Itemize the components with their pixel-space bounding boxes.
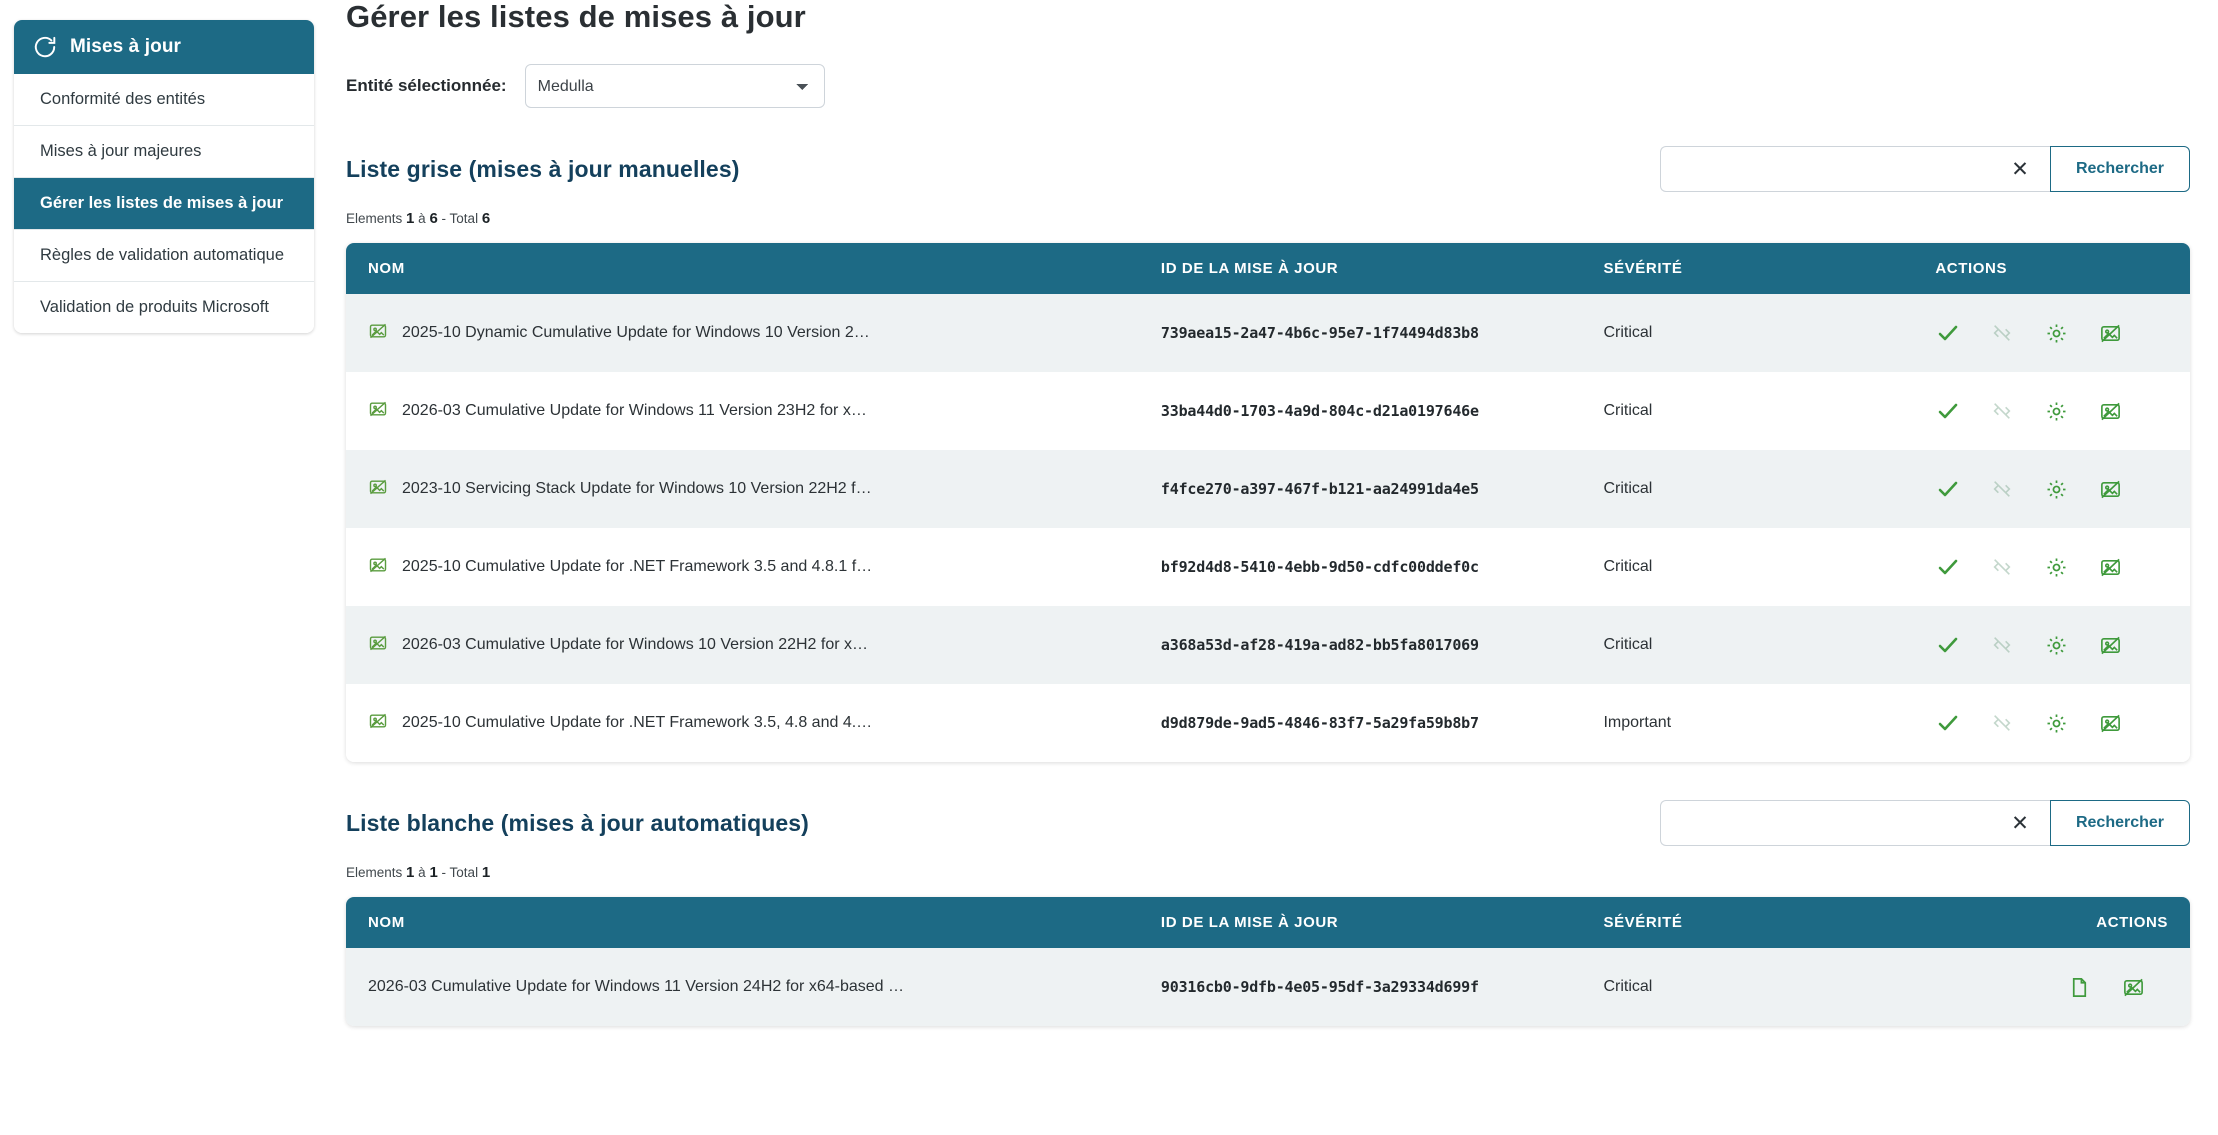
no-image-icon[interactable] <box>2097 554 2123 580</box>
row-name: 2026-03 Cumulative Update for Windows 11 Version 24H2 for x64-based … <box>368 978 904 995</box>
white-list-search-button[interactable]: Rechercher <box>2050 800 2190 846</box>
gear-icon[interactable] <box>2043 476 2069 502</box>
close-icon: ✕ <box>2011 811 2029 835</box>
grey-col-nom: NOM <box>346 243 1139 294</box>
grey-list-count-to: 6 <box>429 210 438 227</box>
no-image-icon[interactable] <box>2120 974 2146 1000</box>
grey-list-count-total: 6 <box>481 210 491 227</box>
row-name-cell <box>346 294 1139 372</box>
check-icon[interactable] <box>1935 554 1961 580</box>
row-actions <box>1913 294 2190 372</box>
row-severity: Critical <box>1603 402 1653 419</box>
sidebar-item-validation-produits-microsoft[interactable]: Validation de produits Microsoft <box>14 282 314 333</box>
no-image-icon <box>368 711 388 736</box>
sidebar <box>14 20 314 333</box>
grey-list-thead <box>346 243 2190 294</box>
no-image-icon[interactable] <box>2097 632 2123 658</box>
row-name: 2026-03 Cumulative Update for Windows 10 Version 22H2 for x… <box>402 636 869 653</box>
grey-list-search-input[interactable] <box>1660 146 1990 192</box>
row-name: 2025-10 Dynamic Cumulative Update for Windows 10 Version 2… <box>402 324 870 341</box>
no-image-icon <box>368 399 388 424</box>
row-update-id: d9d879de-9ad5-4846-83f7-5a29fa59b8b7 <box>1160 714 1479 732</box>
grey-list-table <box>346 243 2190 762</box>
row-severity: Critical <box>1603 558 1653 575</box>
white-list-count-total: 1 <box>481 864 491 881</box>
row-actions <box>1913 372 2190 450</box>
gear-icon[interactable] <box>2043 320 2069 346</box>
sidebar-item-regles-de-validation[interactable]: Règles de validation automatique <box>14 230 314 282</box>
row-name-cell <box>346 450 1139 528</box>
broken-link-icon <box>1989 632 2015 658</box>
no-image-icon[interactable] <box>2097 476 2123 502</box>
grey-list-header <box>346 146 2190 192</box>
sidebar-item-mises-a-jour-majeures[interactable]: Mises à jour majeures <box>14 126 314 178</box>
row-update-id: bf92d4d8-5410-4ebb-9d50-cdfc00ddef0c <box>1160 558 1479 576</box>
white-list-tbody <box>346 948 2190 1026</box>
row-update-id: f4fce270-a397-467f-b121-aa24991da4e5 <box>1160 480 1479 498</box>
table-header-row <box>346 897 2190 948</box>
white-list-title: Liste blanche (mises à jour automatiques) <box>346 809 809 836</box>
white-col-nom: NOM <box>346 897 1139 948</box>
grey-list-tbody <box>346 294 2190 762</box>
grey-list-count-from: 1 <box>406 210 415 227</box>
row-name: 2023-10 Servicing Stack Update for Windows 10 Version 22H2 f… <box>402 480 872 497</box>
row-name: 2025-10 Cumulative Update for .NET Framework 3.5, 4.8 and 4.… <box>402 714 873 731</box>
broken-link-icon <box>1989 710 2015 736</box>
row-update-id: 33ba44d0-1703-4a9d-804c-d21a0197646e <box>1160 402 1479 420</box>
sidebar-item-conformite-des-entites[interactable]: Conformité des entités <box>14 74 314 126</box>
gear-icon[interactable] <box>2043 710 2069 736</box>
table-row[interactable] <box>346 606 2190 684</box>
row-name-cell <box>346 948 1139 1026</box>
row-severity: Important <box>1603 714 1672 731</box>
row-actions <box>1913 606 2190 684</box>
table-row[interactable] <box>346 948 2190 1026</box>
grey-list-count <box>346 210 2190 227</box>
gear-icon[interactable] <box>2043 554 2069 580</box>
white-list-count-sep: à <box>418 865 426 880</box>
no-image-icon[interactable] <box>2097 398 2123 424</box>
check-icon[interactable] <box>1935 632 1961 658</box>
row-severity: Critical <box>1603 636 1653 653</box>
grey-col-actions: ACTIONS <box>1913 243 2190 294</box>
white-list-table-card <box>346 897 2190 1026</box>
white-list-count-from: 1 <box>406 864 415 881</box>
row-name-cell <box>346 372 1139 450</box>
no-image-icon <box>368 321 388 346</box>
entity-select[interactable] <box>525 64 825 108</box>
white-col-actions: ACTIONS <box>1913 897 2190 948</box>
row-name: 2025-10 Cumulative Update for .NET Framework 3.5 and 4.8.1 f… <box>402 558 873 575</box>
white-col-id: ID DE LA MISE À JOUR <box>1139 897 1582 948</box>
row-name-cell <box>346 528 1139 606</box>
white-list-search-group <box>1660 800 2190 846</box>
grey-col-id: ID DE LA MISE À JOUR <box>1139 243 1582 294</box>
check-icon[interactable] <box>1935 710 1961 736</box>
sidebar-header <box>14 20 314 74</box>
row-actions <box>1913 948 2190 1026</box>
gear-icon[interactable] <box>2043 398 2069 424</box>
row-actions <box>1913 450 2190 528</box>
no-image-icon <box>368 633 388 658</box>
sidebar-item-gerer-les-listes[interactable]: Gérer les listes de mises à jour <box>14 178 314 230</box>
white-list-table <box>346 897 2190 1026</box>
grey-list-count-prefix: Elements <box>346 211 403 226</box>
row-update-id: a368a53d-af28-419a-ad82-bb5fa8017069 <box>1160 636 1479 654</box>
table-row[interactable] <box>346 294 2190 372</box>
row-name-cell <box>346 684 1139 762</box>
broken-link-icon <box>1989 398 2015 424</box>
main-content <box>314 0 2218 1026</box>
no-image-icon[interactable] <box>2097 710 2123 736</box>
grey-list-title: Liste grise (mises à jour manuelles) <box>346 155 740 182</box>
table-row[interactable] <box>346 372 2190 450</box>
grey-list-count-sep: à <box>418 211 426 226</box>
row-actions <box>1913 528 2190 606</box>
broken-link-icon <box>1989 476 2015 502</box>
check-icon[interactable] <box>1935 476 1961 502</box>
gear-icon[interactable] <box>2043 632 2069 658</box>
row-name-cell <box>346 606 1139 684</box>
row-actions <box>1913 684 2190 762</box>
page-title: Gérer les listes de mises à jour <box>346 0 806 34</box>
white-list-count-to: 1 <box>429 864 438 881</box>
white-list-search-input[interactable] <box>1660 800 1990 846</box>
entity-selector-label: Entité sélectionnée: <box>346 76 507 95</box>
table-row[interactable] <box>346 528 2190 606</box>
refresh-icon <box>32 34 58 60</box>
broken-link-icon <box>1989 320 2015 346</box>
grey-list-search-button[interactable]: Rechercher <box>2050 146 2190 192</box>
check-icon[interactable] <box>1935 398 1961 424</box>
row-name: 2026-03 Cumulative Update for Windows 11 Version 23H2 for x… <box>402 402 867 419</box>
no-image-icon[interactable] <box>2097 320 2123 346</box>
check-icon[interactable] <box>1935 320 1961 346</box>
white-list-count <box>346 864 2190 881</box>
grey-list-count-total-label: - Total <box>441 211 479 226</box>
no-image-icon <box>368 477 388 502</box>
row-update-id: 90316cb0-9dfb-4e05-95df-3a29334d699f <box>1160 978 1479 996</box>
white-col-severite: SÉVÉRITÉ <box>1581 897 1913 948</box>
grey-col-severite: SÉVÉRITÉ <box>1581 243 1913 294</box>
table-row[interactable] <box>346 450 2190 528</box>
close-icon: ✕ <box>2011 157 2029 181</box>
white-list-header <box>346 800 2190 846</box>
white-list-count-total-label: - Total <box>441 865 479 880</box>
white-list-count-prefix: Elements <box>346 865 403 880</box>
broken-link-icon <box>1989 554 2015 580</box>
white-list-search-clear-button[interactable] <box>1990 800 2050 846</box>
table-row[interactable] <box>346 684 2190 762</box>
grey-list-table-card <box>346 243 2190 762</box>
document-icon[interactable] <box>2066 974 2092 1000</box>
no-image-icon <box>368 555 388 580</box>
entity-selector-row <box>346 64 2190 108</box>
grey-list-search-group <box>1660 146 2190 192</box>
row-severity: Critical <box>1603 324 1653 341</box>
row-update-id: 739aea15-2a47-4b6c-95e7-1f74494d83b8 <box>1160 324 1479 342</box>
row-severity: Critical <box>1603 978 1653 995</box>
sidebar-header-label: Mises à jour <box>70 36 182 57</box>
grey-list-search-clear-button[interactable] <box>1990 146 2050 192</box>
white-list-thead <box>346 897 2190 948</box>
table-header-row <box>346 243 2190 294</box>
row-severity: Critical <box>1603 480 1653 497</box>
